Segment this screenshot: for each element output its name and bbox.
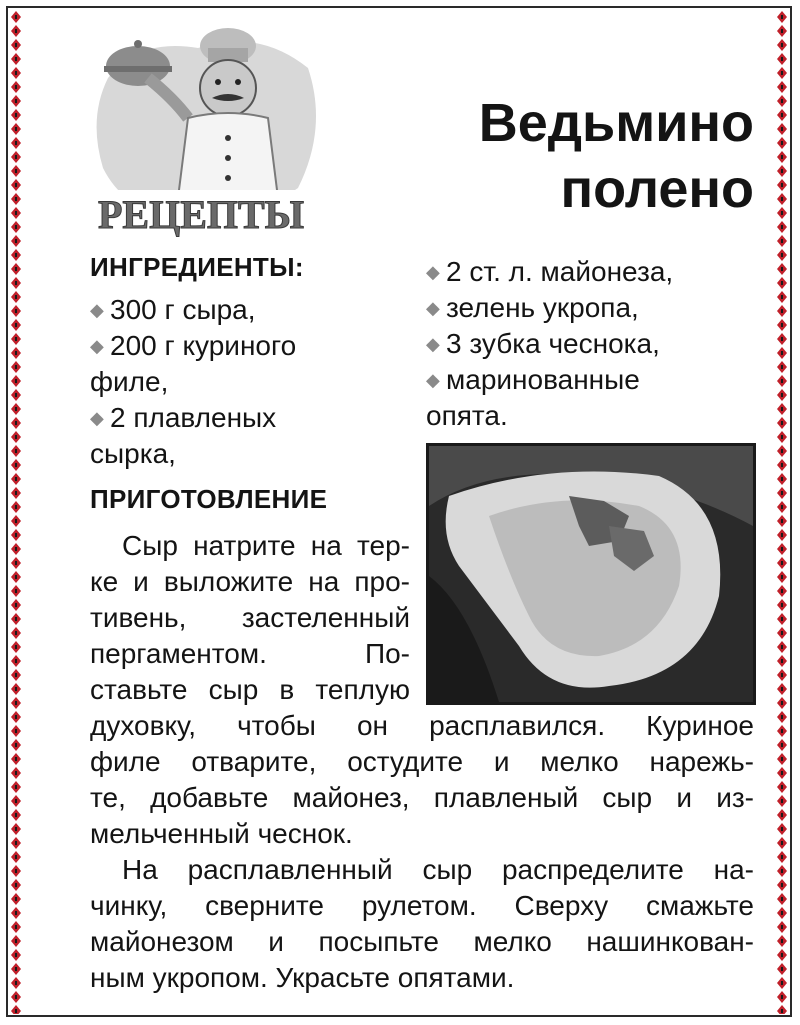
list-item: ◆ 200 г куриного (90, 328, 410, 364)
diamond-bullet-icon: ◆ (90, 408, 104, 428)
ingredients-list-right (426, 254, 746, 434)
recipe-title (394, 90, 754, 222)
ingredients-heading: ИНГРЕДИЕНТЫ: (90, 252, 304, 282)
list-item: ◆ 300 г сыра, (90, 292, 410, 328)
list-item: сырка, (90, 438, 176, 469)
diamond-bullet-icon: ◆ (426, 370, 440, 390)
diamond-bullet-icon: ◆ (426, 298, 440, 318)
diamond-bullet-icon: ◆ (90, 300, 104, 320)
preparation-paragraph-1-continued: духовку, чтобы он расплавился. Куриное филе отварите, остудите и мелко нарежь- те, добавьте майонез, плавленый сыр и из- мельченный чеснок. (90, 710, 754, 849)
ingredients-list-left (90, 292, 410, 472)
list-item: ◆ зелень укропа, (426, 290, 746, 326)
diamond-bullet-icon: ◆ (90, 336, 104, 356)
right-ornament-border (776, 10, 788, 1014)
recipe-page (34, 18, 766, 1008)
preparation-paragraph-2: На расплавленный сыр распределите на- чинку, сверните рулетом. Сверху смажьте майонезом и посыпьте мелко нашинкован- ным укропом. Украсьте опятами. (90, 854, 754, 993)
list-item: ◆ 3 зубка чеснока, (426, 326, 746, 362)
title-line-2: полено (560, 159, 754, 219)
preparation-heading: ПРИГОТОВЛЕНИЕ (90, 484, 328, 514)
chef-with-cloche-icon (78, 18, 328, 248)
left-ornament-border (10, 10, 22, 1014)
list-item: ◆ маринованные (426, 362, 746, 398)
diamond-bullet-icon: ◆ (426, 334, 440, 354)
list-item: ◆ 2 ст. л. майонеза, (426, 254, 746, 290)
svg-text:РЕЦЕПТЫ: РЕЦЕПТЫ (98, 192, 304, 237)
diamond-bullet-icon: ◆ (426, 262, 440, 282)
preparation-paragraph-1: Сыр натрите на тер- ке и выложите на про- тивень, застеленный пергаментом. По- ставьте сыр в теплую (90, 530, 410, 705)
list-item: опята. (426, 400, 508, 431)
cheese-roll-photo (426, 443, 756, 705)
title-line-1: Ведьмино (478, 93, 754, 153)
list-item: филе, (90, 366, 169, 397)
list-item: ◆ 2 плавленых (90, 400, 410, 436)
